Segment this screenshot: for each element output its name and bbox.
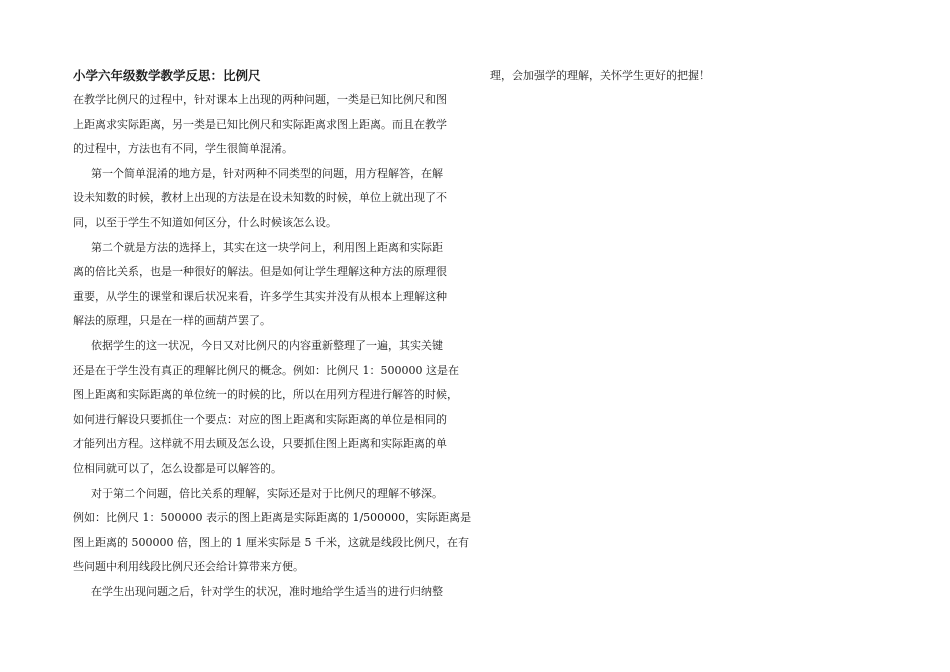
text-line: 还是在于学生没有真正的理解比例尺的概念。例如：比例尺 1：500000 这是在 (73, 363, 459, 377)
text-line: 如何进行解设只要抓住一个要点：对应的图上距离和实际距离的单位是相同的 (73, 412, 447, 426)
text-line: 才能列出方程。这样就不用去顾及怎么设，只要抓住图上距离和实际距离的单 (73, 437, 447, 451)
continued-text-line: 理，会加强学的理解，关怀学生更好的把握！ (490, 69, 710, 82)
text-line: 位相同就可以了，怎么设都是可以解答的。 (73, 461, 282, 475)
text-line: 解法的原理，只是在一样的画葫芦罢了。 (73, 314, 271, 328)
text-line: 图上距离的 500000 倍，图上的 1 厘米实际是 5 千米，这就是线段比例尺，在有 (73, 535, 469, 549)
text-line: 重要，从学生的课堂和课后状况来看，许多学生其实并没有从根本上理解这种 (73, 289, 447, 303)
body-text (73, 88, 472, 604)
document-title: 小学六年级数学教学反思：比例尺 (73, 68, 261, 83)
text-line: 些问题中利用线段比例尺还会给计算带来方便。 (73, 560, 304, 574)
text-line: 上距离求实际距离，另一类是已知比例尺和实际距离求图上距离。而且在教学 (73, 117, 447, 131)
text-line: 例如：比例尺 1：500000 表示的图上距离是实际距离的 1/500000，实际距离是 (73, 511, 472, 525)
paragraph-start-line: 第二个就是方法的选择上，其实在这一块学问上，利用图上距离和实际距 (91, 240, 443, 254)
text-line: 离的倍比关系，也是一种很好的解法。但是如何让学生理解这种方法的原理很 (73, 265, 447, 279)
text-line: 的过程中，方法也有不同，学生很简单混淆。 (73, 142, 293, 156)
paragraph-start-line: 对于第二个问题，倍比关系的理解，实际还是对于比例尺的理解不够深。 (91, 486, 443, 500)
text-line: 在教学比例尺的过程中，针对课本上出现的两种问题，一类是已知比例尺和图 (73, 93, 447, 106)
right-column (488, 64, 878, 88)
left-column (73, 64, 472, 604)
paragraph-start-line: 在学生出现问题之后，针对学生的状况，准时地给学生适当的进行归纳整 (91, 584, 443, 598)
text-line: 图上距离和实际距离的单位统一的时候的比，所以在用列方程进行解答的时候， (73, 388, 458, 402)
text-line: 设未知数的时候，教材上出现的方法是在设未知数的时候，单位上就出现了不 (73, 191, 447, 205)
paragraph-start-line: 依据学生的这一状况，今日又对比例尺的内容重新整理了一遍，其实关键 (91, 338, 443, 352)
paragraph-start-line: 第一个简单混淆的地方是，针对两种不同类型的问题，用方程解答，在解 (91, 166, 443, 180)
text-line: 同，以至于学生不知道如何区分，什么时候该怎么设。 (73, 215, 337, 229)
